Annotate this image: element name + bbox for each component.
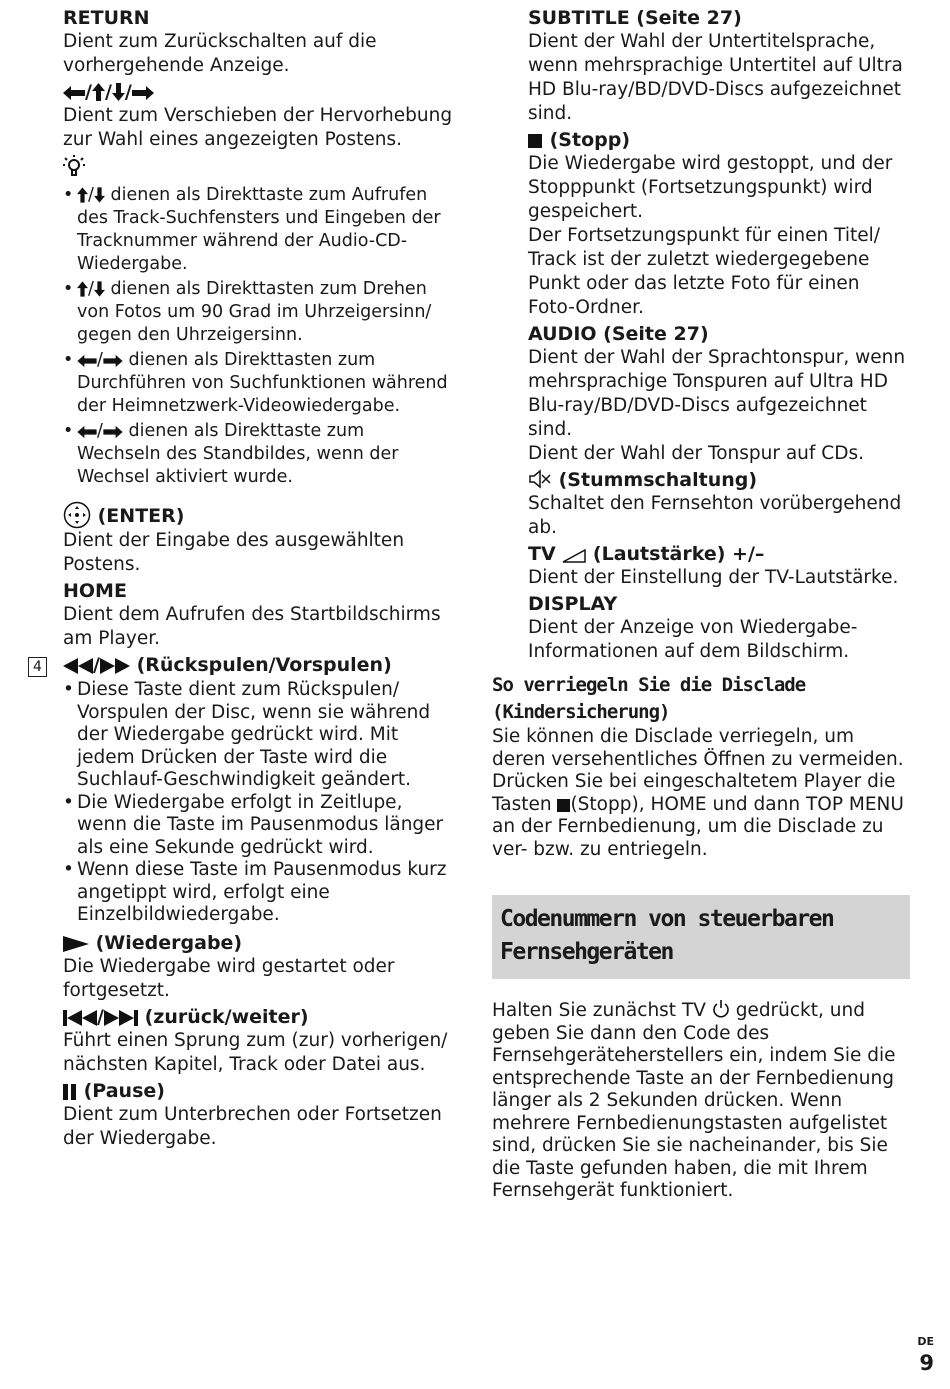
home-description: Dient dem Aufrufen des Startbildschirms am Player. [63,604,441,649]
left-column [33,4,453,1151]
list-item: • Die Wiedergabe erfolgt in Zeitlupe, wenn die Taste im Pausenmodus länger als eine Sekunde gedrückt wird. [63,792,453,860]
play-icon [63,936,89,952]
arrow-down-icon [94,281,105,297]
tv-volume-description: Dient der Einstellung der TV-Lautstärke. [528,567,899,588]
section-banner [492,895,910,979]
tip-text: dienen als Direkttasten zum Durchführen von Suchfunktionen während der Heimnetzwerk-Videowiedergabe. [77,350,448,416]
mute-title [528,468,912,492]
stop-title [528,128,912,152]
rewind-label: (Rückspulen/Vorspulen) [136,654,392,676]
display-title: DISPLAY [528,593,618,615]
pause-icon [63,1084,77,1100]
stop-description-2: Der Fortsetzungspunkt für einen Titel/ Track ist der zuletzt wiedergegebene Punkt oder das letzte Foto für einen Foto-Ordner. [528,225,880,318]
tv-volume-label: (Lautstärke) +/– [592,543,765,565]
return-title: RETURN [63,7,150,29]
subtitle-description: Dient der Wahl der Untertitelsprache, wenn mehrsprachige Untertitel auf Ultra HD Blu-ray/BD/DVD-Discs aufgezeichnet sind. [528,31,903,124]
list-item: • / dienen als Direkttasten zum Durchführen von Suchfunktionen während der Heimnetzwerk-Videowiedergabe. [63,349,453,418]
return-description: Dient zum Zurückschalten auf die vorhergehende Anzeige. [63,31,377,76]
language-code: DE [917,1335,934,1348]
home-title: HOME [63,580,127,602]
arrow-left-icon [63,85,85,101]
code-text-b: gedrückt, und geben Sie dann den Code des Fernsehgeräteherstellers ein, indem Sie die entsprechende Taste an der Fernbedienung länger als 2 Sekunden drücken. Wenn mehrere Fernbedienungstasten aufgelistet sind, drücken Sie sie nacheinander, bis Sie die Taste gefunden haben, die mit Ihrem Fernsehgerät funktioniert. [492,1000,896,1201]
rewind-icon [63,658,93,674]
play-description: Die Wiedergabe wird gestartet oder fortgesetzt. [63,955,395,1001]
arrow-up-icon [92,83,105,101]
enter-title [63,501,453,529]
mute-icon [528,469,552,489]
skip-title: / (zurück/weiter) [63,1005,453,1029]
list-item: • / dienen als Direkttasten zum Drehen von Fotos um 90 Grad im Uhrzeigersinn/ gegen den Uhrzeigersinn. [63,278,453,347]
lock-text-a: Drücken Sie bei eingeschaltetem Player die Tasten [492,771,896,815]
section-number: 4 [28,657,47,677]
skip-label: (zurück/weiter) [144,1005,309,1028]
hint-icon [63,154,453,182]
prev-icon [63,1010,97,1026]
arrow-left-icon [77,354,97,368]
arrow-right-icon [103,425,123,439]
play-label: (Wiedergabe) [95,931,243,954]
lock-paragraph-1: Sie können die Disclade verriegeln, um deren versehentliches Öffnen zu vermeiden. [492,726,904,770]
subtitle-title: SUBTITLE (Seite 27) [528,7,742,29]
arrow-up-icon [77,187,88,203]
audio-description: Dient der Wahl der Sprachtonspur, wenn mehrsprachige Tonspuren auf Ultra HD Blu-ray/BD/DVD-Discs aufgezeichnet sind. [528,347,906,440]
pause-description: Dient zum Unterbrechen oder Fortsetzen der Wiedergabe. [63,1103,442,1149]
tv-prefix: TV [528,543,556,565]
tips-list [63,184,453,489]
volume-icon [562,549,586,563]
skip-description: Führt einen Sprung zum (zur) vorherigen/ nächsten Kapitel, Track oder Datei aus. [63,1029,448,1075]
power-icon [712,999,730,1019]
mute-description: Schaltet den Fernsehton vorübergehend ab. [528,493,902,538]
lock-text-b: (Stopp), HOME und dann TOP MENU an der Fernbedienung, um die Disclade zu ver- bzw. zu entriegeln. [492,793,904,860]
enter-label: (ENTER) [97,505,185,527]
arrow-right-icon [132,85,154,101]
arrow-up-icon [77,281,88,297]
page-number: 9 [919,1351,934,1375]
list-item: • / dienen als Direkttaste zum Wechseln des Standbildes, wenn der Wechsel aktiviert wurde. [63,420,453,489]
tip-text: dienen als Direkttaste zum Aufrufen des Track-Suchfensters und Eingeben der Tracknummer während der Audio-CD-Wiedergabe. [77,185,441,274]
stop-description: Die Wiedergabe wird gestoppt, und der Stopppunkt (Fortsetzungspunkt) wird gespeichert. [528,153,893,222]
list-item: • Wenn diese Taste im Pausenmodus kurz angetippt wird, erfolgt eine Einzelbildwiedergabe. [63,859,453,927]
arrow-left-icon [77,425,97,439]
display-description: Dient der Anzeige von Wiedergabe-Informationen auf dem Bildschirm. [528,617,858,662]
arrow-down-icon [94,187,105,203]
rewind-list [63,679,453,927]
stop-icon [528,133,543,149]
arrow-right-icon [103,354,123,368]
audio-title: AUDIO (Seite 27) [528,323,709,345]
arrow-keys-description: Dient zum Verschieben der Hervorhebung zur Wahl eines angezeigten Postens. [63,105,453,150]
lock-heading: So verriegeln Sie die Disclade (Kindersicherung) [492,674,806,723]
next-icon [104,1010,138,1026]
play-title [63,931,453,955]
enter-description: Dient der Eingabe des ausgewählten Postens. [63,530,405,575]
list-item: • / dienen als Direkttaste zum Aufrufen des Track-Suchfensters und Eingeben der Tracknummer während der Audio-CD-Wiedergabe. [63,184,453,276]
banner-title: Codenummern von steuerbaren Fernsehgeräten [500,906,834,965]
pause-label: (Pause) [83,1079,165,1102]
arrow-down-icon [112,83,125,101]
arrow-keys-title: / / / [63,80,453,104]
tv-volume-title [528,542,912,566]
tip-text: dienen als Direkttaste zum Wechseln des Standbildes, wenn der Wechsel aktiviert wurde. [77,421,399,487]
stop-label: (Stopp) [549,129,631,151]
lock-paragraph-2 [492,771,912,861]
audio-description-2: Dient der Wahl der Tonspur auf CDs. [528,443,864,464]
forward-icon [100,658,130,674]
rewind-title: 4 / (Rückspulen/Vorspulen) [63,653,453,677]
pause-title [63,1079,453,1103]
list-item: • Diese Taste dient zum Rückspulen/ Vorspulen der Disc, wenn sie während der Wiedergabe gedrückt wird. Mit jedem Drücken der Taste wird die Suchlauf-Geschwindigkeit geändert. [63,679,453,792]
enter-icon [63,501,91,529]
code-paragraph [492,999,912,1203]
right-column [492,4,912,1203]
mute-label: (Stummschaltung) [558,469,758,491]
stop-icon [557,798,570,813]
tip-text: dienen als Direkttasten zum Drehen von Fotos um 90 Grad im Uhrzeigersinn/ gegen den Uhrzeigersinn. [77,279,432,345]
code-text-a: Halten Sie zunächst TV [492,1000,706,1021]
